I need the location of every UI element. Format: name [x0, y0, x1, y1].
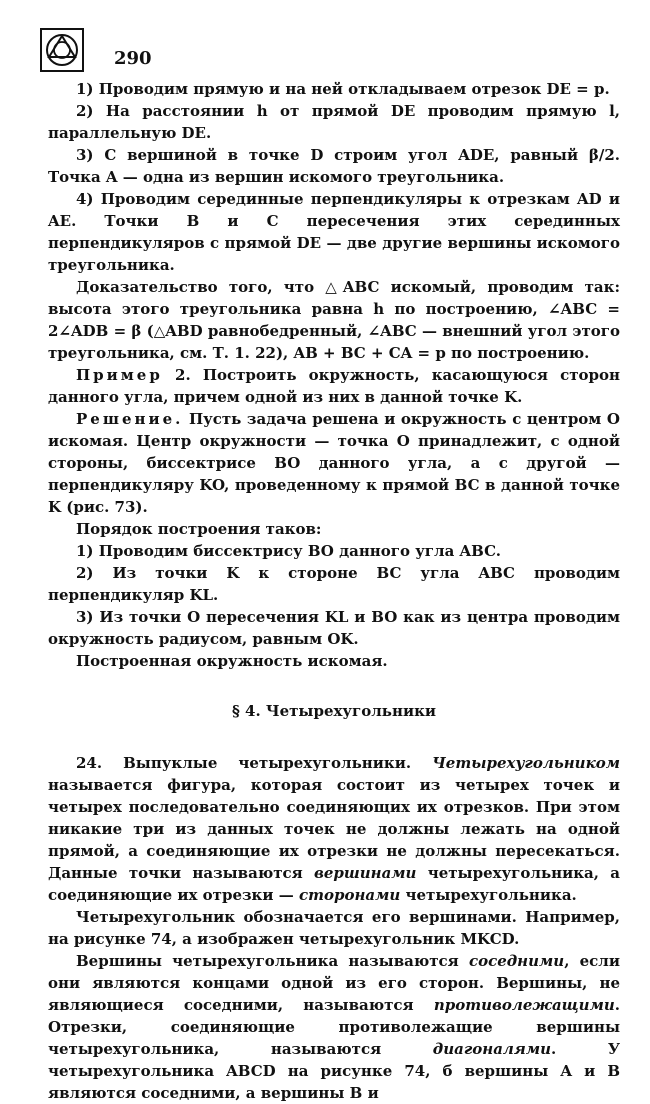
section-heading: § 4. Четырехугольники	[231, 702, 437, 720]
term-diagonals: диагоналями	[432, 1040, 552, 1058]
paragraph-solution	[48, 408, 620, 518]
example-label: Пример	[76, 366, 163, 384]
circle-triangle-emblem-icon	[40, 28, 84, 72]
paragraph-result: Построенная окружность искомая.	[76, 652, 388, 670]
adjacent-text-1: Вершины четырехугольника называются	[76, 952, 469, 970]
solution-label: Решение.	[76, 410, 184, 428]
paragraph-step-1: 1) Проводим прямую и на ней откладываем отрезок DE = p.	[76, 80, 610, 98]
paragraph-example	[48, 364, 620, 408]
paragraph-construct-1: 1) Проводим биссектрису BO данного угла ABC.	[76, 542, 502, 560]
adjacent-text-3: . Отрезки, соединяющие противолежащие вершины четырехугольника, называются	[48, 996, 620, 1058]
paragraph-definition	[48, 752, 620, 906]
paragraph-step-3: 3) С вершиной в точке D строим угол ADE, равный β/2. Точка A — одна из вершин искомого треугольника.	[48, 146, 620, 186]
definition-text-1: называется фигура, которая состоит из четырех точек и четырех последовательно соединяющих их отрезков. При этом никакие три из данных точек не должны лежать на одной прямой, а соединяющие их отрезки не должны пересекаться. Данные точки называются	[48, 776, 620, 882]
paragraph-construct-2: 2) Из точки K к стороне BC угла ABC проводим перпендикуляр KL.	[48, 564, 620, 604]
paragraph-step-2: 2) На расстоянии h от прямой DE проводим прямую l, параллельную DE.	[48, 102, 620, 142]
paragraph-notation: Четырехугольник обозначается его вершинами. Например, на рисунке 74, а изображен четырехугольник MKCD.	[48, 908, 620, 948]
paragraph-adjacent	[48, 950, 620, 1104]
definition-text-2: четырехугольника, а соединяющие их отрезки —	[48, 864, 620, 904]
term-quadrilateral: Четырехугольником	[432, 754, 620, 772]
page-number: 290	[114, 48, 152, 69]
subsection-title: 24. Выпуклые четырехугольники.	[76, 754, 412, 772]
term-sides: сторонами	[298, 886, 401, 904]
paragraph-order: Порядок построения таков:	[76, 520, 322, 538]
paragraph-construct-3: 3) Из точки O пересечения KL и BO как из центра проводим окружность радиусом, равным OK.	[48, 608, 620, 648]
page-body	[48, 78, 620, 1104]
term-adjacent: соседними	[468, 952, 565, 970]
adjacent-text-2: , если они являются концами одной из его сторон. Вершины, не являющиеся соседними, называются	[48, 952, 620, 1014]
adjacent-text-4: . У четырехугольника ABCD на рисунке 74, б вершины A и B являются соседними, а вершины B и	[48, 1040, 620, 1102]
definition-text-3: четырехугольника.	[400, 886, 577, 904]
paragraph-proof: Доказательство того, что △ABC искомый, проводим так: высота этого треугольника равна h по построению, ∠ABC = 2∠ADB = β (△ABD равнобедренный, ∠ABC — внешний угол этого треугольника, см. Т. 1. 22), AB + BC + CA = p по построению.	[48, 278, 620, 362]
term-vertices: вершинами	[313, 864, 417, 882]
term-opposite: противолежащими	[433, 996, 615, 1014]
solution-text: Пусть задача решена и окружность с центром O искомая. Центр окружности — точка O принадлежит, с одной стороны, биссектрисе BO данного угла, а с другой — перпендикуляру KO, проведенному к прямой BC в данной точке K (рис. 73).	[48, 410, 620, 516]
example-text: 2. Построить окружность, касающуюся сторон данного угла, причем одной из них в данной точке K.	[48, 366, 620, 406]
paragraph-step-4: 4) Проводим серединные перпендикуляры к отрезкам AD и AE. Точки B и C пересечения этих серединных перпендикуляров с прямой DE — две другие вершины искомого треугольника.	[48, 190, 620, 274]
